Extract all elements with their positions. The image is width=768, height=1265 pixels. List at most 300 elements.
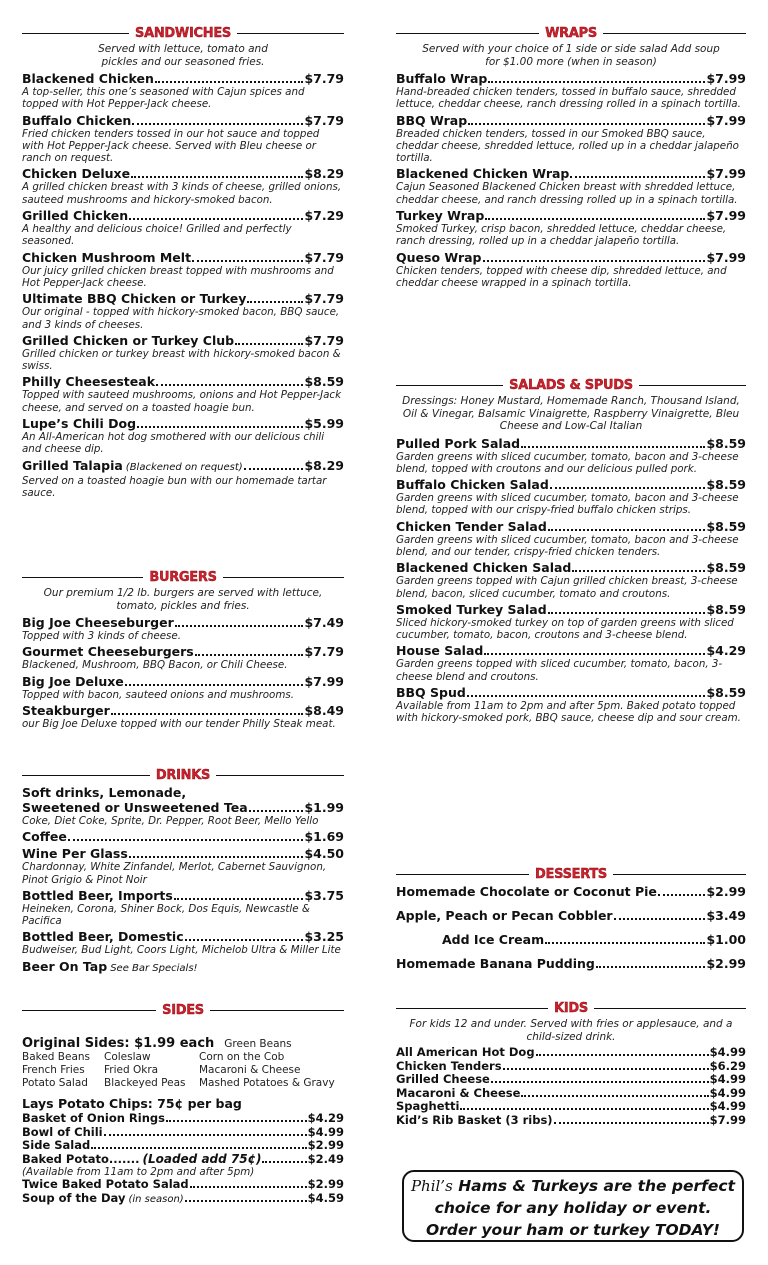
item-row	[396, 71, 746, 86]
item-name: Add Ice Cream	[442, 932, 545, 947]
dotted-leader	[521, 1095, 708, 1097]
item-row	[396, 519, 746, 534]
menu-item	[22, 1153, 344, 1179]
item-price: $7.99	[706, 249, 746, 265]
dotted-leader	[249, 810, 304, 812]
dotted-leader	[192, 260, 303, 262]
item-row	[22, 333, 344, 348]
item-price: $7.79	[304, 249, 344, 265]
menu-item	[396, 1100, 746, 1114]
item-price: $4.50	[304, 846, 344, 862]
menu-item	[22, 1192, 344, 1207]
section-intro: Served with lettuce, tomato and pickles and our seasoned fries.	[98, 43, 268, 68]
item-description: Garden greens with sliced cucumber, tomato, bacon and 3-cheese blend, topped with our crispy-fried buffalo chicken strips.	[396, 492, 739, 517]
item-price: $7.79	[304, 71, 344, 86]
item-name: Blackened Chicken	[22, 71, 154, 86]
original-sides-list	[22, 1051, 344, 1090]
section-burgers	[22, 569, 344, 732]
item-name: Grilled Cheese	[396, 1072, 490, 1086]
item-price: $2.99	[706, 884, 746, 899]
item-description: our Big Joe Deluxe topped with our tender Philly Steak meat.	[22, 717, 336, 730]
original-sides-label: Original Sides: $1.99 each	[22, 1036, 215, 1051]
item-name: Chicken Tenders	[396, 1058, 502, 1073]
section-sandwiches	[22, 25, 344, 501]
item-row	[396, 560, 746, 575]
menu-item	[396, 519, 746, 559]
dotted-leader	[137, 426, 303, 428]
item-description: A top-seller, this one’s seasoned with Cajun spices and topped with Hot Pepper-Jack cheese.	[22, 86, 305, 111]
item-description: Smoked Turkey, crisp bacon, shredded lettuce, cheddar cheese, ranch dressing, rolled up in a cheddar jalapeño tortilla.	[396, 223, 727, 248]
item-price: $2.99	[307, 1138, 344, 1152]
menu-item	[396, 1046, 746, 1060]
item-name: Philly Cheesesteak	[22, 374, 156, 390]
menu-item	[22, 458, 344, 500]
divider-line	[22, 33, 129, 34]
item-row	[22, 1153, 344, 1167]
item-name: Pulled Pork Salad	[396, 435, 521, 451]
item-name: Smoked Turkey Salad	[396, 601, 547, 617]
section-header	[396, 377, 746, 393]
item-row	[22, 166, 344, 181]
menu-item	[22, 888, 344, 928]
item-row	[22, 1192, 344, 1207]
section-title: SALADS & SPUDS	[509, 377, 633, 393]
promo-brand: Phil’s	[410, 1177, 453, 1195]
dotted-leader	[503, 1068, 709, 1070]
item-row	[396, 436, 746, 451]
dotted-leader	[614, 918, 706, 920]
item-name: Kid’s Rib Basket (3 ribs)	[396, 1112, 553, 1127]
dotted-leader	[488, 81, 705, 83]
item-row	[22, 1112, 344, 1126]
item-row	[22, 800, 344, 815]
item-name: Buffalo Chicken Salad	[396, 477, 549, 493]
section-title: SIDES	[162, 1002, 204, 1018]
menu-item	[396, 932, 746, 947]
side-option: Corn on the Cob	[199, 1051, 285, 1063]
menu-item	[22, 113, 344, 165]
left-column	[22, 0, 344, 1265]
section-drinks	[22, 767, 344, 978]
item-price: $8.59	[706, 601, 746, 617]
dotted-leader	[460, 1108, 708, 1110]
menu-item	[22, 250, 344, 290]
menu-item	[396, 1087, 746, 1101]
item-price: $7.79	[304, 112, 344, 128]
item-price: $2.99	[706, 956, 746, 971]
menu-item	[396, 643, 746, 683]
item-price: $3.49	[706, 908, 746, 923]
item-name-prefix: Soft drinks, Lemonade,	[22, 785, 187, 800]
item-name: BBQ Spud	[396, 685, 466, 701]
item-description: A grilled chicken breast with 3 kinds of cheese, grilled onions, sauteed mushrooms and hickory-smoked bacon.	[22, 181, 342, 206]
item-description: Chardonnay, White Zinfandel, Merlot, Cabernet Sauvignon, Pinot Grigio & Pinot Noir	[22, 861, 327, 886]
section-title: DRINKS	[155, 767, 211, 783]
item-name: All American Hot Dog	[396, 1045, 535, 1059]
item-price: $6.29	[709, 1058, 746, 1073]
item-price: $3.75	[304, 887, 344, 903]
section-header	[396, 1000, 746, 1016]
item-description: Coke, Diet Coke, Sprite, Dr. Pepper, Root Beer, Mello Yello	[22, 815, 319, 827]
section-header	[22, 569, 344, 585]
section-kids	[396, 1000, 746, 1127]
dotted-leader	[658, 894, 706, 896]
item-description: Garden greens topped with sliced cucumber, tomato, bacon, 3-cheese blend and croutons.	[396, 658, 723, 683]
item-price: $8.29	[304, 166, 344, 182]
item-name: Soup of the Day	[22, 1190, 126, 1205]
menu-item	[22, 1139, 344, 1153]
item-price: $1.00	[706, 932, 746, 947]
item-price: $8.49	[304, 702, 344, 718]
dotted-leader	[244, 468, 304, 470]
menu-item	[396, 166, 746, 206]
item-name: Chicken Mushroom Melt	[22, 249, 192, 265]
item-price: $3.25	[304, 929, 344, 945]
item-note: (Loaded add 75¢)	[142, 1151, 262, 1166]
item-name: Big Joe Deluxe	[22, 673, 124, 689]
section-salads	[396, 377, 746, 727]
item-row	[22, 291, 344, 306]
item-name: Buffalo Chicken	[22, 112, 132, 128]
item-row	[22, 416, 344, 431]
item-name: Coffee	[22, 829, 67, 845]
item-name: Baked Potato.......	[22, 1151, 140, 1166]
dotted-leader	[554, 1122, 709, 1124]
dotted-leader	[262, 1161, 306, 1163]
section-title: KIDS	[554, 1000, 588, 1016]
chips-label: Lays Potato Chips: 75¢ per bag	[22, 1096, 242, 1111]
menu-item	[396, 71, 746, 111]
dotted-leader	[175, 625, 304, 627]
side-option: Baked Beans	[22, 1051, 91, 1063]
divider-line	[594, 1008, 746, 1009]
item-name: Grilled Chicken	[22, 208, 129, 224]
original-sides-header	[22, 1036, 344, 1051]
divider-line	[396, 1008, 548, 1009]
menu-item	[22, 1126, 344, 1140]
item-price: $4.29	[706, 643, 746, 659]
item-description: Topped with 3 kinds of cheese.	[22, 630, 182, 642]
menu-item	[396, 436, 746, 476]
item-description: An All-American hot dog smothered with our delicious chili and cheese dip.	[22, 431, 325, 456]
item-price: $2.49	[307, 1151, 344, 1166]
item-price: $7.99	[706, 71, 746, 86]
item-name: Basket of Onion Rings	[22, 1111, 165, 1125]
dotted-leader	[550, 487, 706, 489]
item-name: Grilled Chicken or Turkey Club	[22, 332, 235, 348]
item-row	[396, 602, 746, 617]
item-name: Chicken Tender Salad	[396, 518, 547, 534]
section-wraps	[396, 25, 746, 291]
item-price: $8.59	[706, 685, 746, 701]
item-row	[396, 166, 746, 181]
dotted-leader	[468, 123, 705, 125]
divider-line	[237, 33, 344, 34]
item-description: Blackened, Mushroom, BBQ Bacon, or Chili Cheese.	[22, 659, 288, 672]
section-title: BURGERS	[149, 569, 217, 585]
item-row	[22, 1178, 344, 1192]
item-name: Macaroni & Cheese	[396, 1085, 521, 1100]
dotted-leader	[185, 939, 304, 941]
dotted-leader	[536, 1054, 709, 1056]
section-title: WRAPS	[545, 25, 597, 41]
menu-item	[22, 829, 344, 844]
item-row	[396, 956, 746, 971]
dotted-leader	[484, 653, 705, 655]
item-row	[396, 477, 746, 492]
menu-item	[22, 333, 344, 373]
dotted-leader	[596, 966, 706, 968]
item-row	[22, 829, 344, 844]
item-note: (Blackened on request)	[125, 461, 243, 473]
item-name: Queso Wrap	[396, 249, 482, 265]
dotted-leader	[104, 1134, 307, 1136]
menu-item	[396, 602, 746, 642]
item-price: $8.59	[706, 518, 746, 534]
dotted-leader	[125, 684, 304, 686]
item-price: $7.99	[709, 1112, 746, 1127]
dotted-leader	[467, 695, 706, 697]
item-description: Sliced hickory-smoked turkey on top of garden greens with sliced cucumber, tomato, bacon, croutons and 3-cheese blend.	[396, 616, 734, 642]
side-option: Blackeyed Peas	[104, 1077, 186, 1089]
item-row	[396, 1100, 746, 1114]
item-price: $7.49	[304, 615, 344, 630]
item-name: Beer On Tap	[22, 958, 108, 974]
dotted-leader	[174, 898, 304, 900]
item-row	[22, 374, 344, 389]
item-row	[396, 113, 746, 128]
divider-line	[22, 577, 143, 578]
item-price: $4.99	[709, 1085, 746, 1100]
promo-line-3: Order your ham or turkey TODAY!	[425, 1221, 720, 1239]
item-description: Our original - topped with hickory-smoked bacon, BBQ sauce, and 3 kinds of cheeses.	[22, 306, 340, 331]
item-name: Bowl of Chili	[22, 1124, 103, 1139]
menu-item	[396, 1114, 746, 1128]
item-name: Bottled Beer, Domestic	[22, 929, 184, 945]
dotted-leader	[247, 301, 303, 303]
item-description: Garden greens topped with Cajun grilled chicken breast, 3-cheese blend, bacon, sliced cucumber, tomato and croutons.	[396, 575, 738, 600]
item-price: $4.99	[709, 1072, 746, 1086]
promo-line-1: Hams & Turkeys are the perfect	[458, 1177, 736, 1195]
menu-item	[22, 71, 344, 111]
item-price: $8.59	[706, 477, 746, 493]
dotted-leader	[129, 856, 304, 858]
item-row	[22, 703, 344, 718]
item-price: $4.99	[709, 1099, 746, 1113]
item-row	[396, 1087, 746, 1101]
dotted-leader	[190, 1186, 307, 1188]
item-row	[22, 929, 344, 944]
item-description: Cajun Seasoned Blackened Chicken breast with shredded lettuce, cheddar cheese, and ranch dressing rolled up in a spinach tortilla.	[396, 181, 738, 206]
menu-item	[22, 703, 344, 730]
dotted-leader	[483, 260, 706, 262]
item-name: BBQ Wrap	[396, 112, 468, 128]
item-description: Hand-breaded chicken tenders, tossed in buffalo sauce, shredded lettuce, cheddar cheese, ranch dressing rolled in a spinach tortilla.	[396, 86, 741, 111]
menu-item	[22, 785, 344, 827]
dotted-leader	[185, 1200, 307, 1202]
divider-line	[396, 385, 503, 386]
item-row	[396, 643, 746, 658]
item-name: Homemade Banana Pudding	[396, 956, 595, 971]
item-name: Twice Baked Potato Salad	[22, 1177, 189, 1192]
menu-item	[22, 208, 344, 248]
side-green-beans: Green Beans	[224, 1038, 292, 1050]
item-name: Lupe’s Chili Dog	[22, 416, 137, 432]
item-description: (Available from 11am to 2pm and after 5pm)	[22, 1166, 255, 1178]
menu-item	[22, 644, 344, 671]
menu-item	[22, 1112, 344, 1126]
right-column	[396, 0, 746, 1265]
item-row	[396, 1046, 746, 1060]
side-option: Macaroni & Cheese	[199, 1064, 301, 1076]
item-price: $7.79	[304, 291, 344, 307]
dotted-leader	[235, 343, 303, 345]
dotted-leader	[155, 81, 304, 83]
item-description: Grilled chicken or turkey breast with hickory-smoked bacon & swiss.	[22, 347, 341, 373]
divider-line	[396, 33, 539, 34]
item-name: Turkey Wrap	[396, 208, 485, 224]
item-name: Apple, Peach or Pecan Cobbler	[396, 908, 613, 923]
item-description: Heineken, Corona, Shiner Bock, Dos Equis, Newcastle & Pacifica	[22, 902, 310, 928]
menu-item	[396, 208, 746, 248]
side-option: Fried Okra	[104, 1064, 159, 1076]
item-name: Chicken Deluxe	[22, 166, 131, 182]
item-price: $8.59	[706, 560, 746, 576]
item-price: $8.59	[304, 374, 344, 390]
item-price: $7.99	[706, 112, 746, 128]
item-note: See Bar Specials!	[110, 962, 198, 974]
item-name: Wine Per Glass	[22, 846, 128, 862]
dotted-leader	[132, 123, 303, 125]
dotted-leader	[111, 713, 304, 715]
item-description: Breaded chicken tenders, tossed in our Smoked BBQ sauce, cheddar cheese, shredded lettuce, rolled up in a cheddar jalapeño tortilla.	[396, 127, 739, 165]
side-option: Mashed Potatoes & Gravy	[199, 1077, 335, 1089]
menu-item	[396, 1060, 746, 1074]
dotted-leader	[91, 1147, 306, 1149]
item-row	[22, 1126, 344, 1140]
menu-item	[22, 416, 344, 456]
item-row	[396, 908, 746, 923]
menu-item	[396, 113, 746, 165]
item-description: Topped with bacon, sauteed onions and mushrooms.	[22, 688, 294, 701]
item-name: Homemade Chocolate or Coconut Pie	[396, 884, 657, 899]
menu-item	[22, 846, 344, 886]
section-intro: For kids 12 and under. Served with fries or applesauce, and a child-sized drink.	[409, 1018, 733, 1043]
divider-line	[223, 577, 344, 578]
divider-line	[22, 775, 150, 776]
item-price: $4.99	[709, 1045, 746, 1059]
section-desserts	[396, 866, 746, 980]
item-row	[396, 1073, 746, 1087]
section-header	[22, 767, 344, 783]
dotted-leader	[491, 1081, 709, 1083]
menu-item	[396, 1073, 746, 1087]
dotted-leader	[548, 612, 706, 614]
item-price: $7.29	[304, 208, 344, 224]
menu-item	[22, 1178, 344, 1192]
item-price: $4.99	[307, 1124, 344, 1139]
dotted-leader	[572, 570, 705, 572]
item-description: Garden greens with sliced cucumber, tomato, bacon and 3-cheese blend, and our tender, crispy-fried chicken tenders.	[396, 533, 739, 558]
item-price: $2.99	[307, 1177, 344, 1192]
item-row	[22, 113, 344, 128]
side-option: Coleslaw	[104, 1051, 151, 1063]
item-row	[396, 685, 746, 700]
item-price: $4.29	[307, 1111, 344, 1125]
item-price: $7.79	[304, 332, 344, 348]
menu-item	[396, 250, 746, 290]
menu-item	[22, 615, 344, 642]
item-row	[396, 884, 746, 899]
side-option: Potato Salad	[22, 1077, 88, 1089]
divider-line	[639, 385, 746, 386]
item-row	[22, 888, 344, 903]
sides-items	[22, 1112, 344, 1206]
item-row	[22, 458, 344, 475]
menu-item	[22, 674, 344, 701]
dotted-leader	[548, 529, 706, 531]
item-note: (in season)	[128, 1193, 184, 1205]
section-intro: Dressings: Honey Mustard, Homemade Ranch, Thousand Island, Oil & Vinegar, Balsamic Vinaigrette, Raspberry Vinaigrette, Bleu Cheese and Low-Cal Italian	[402, 395, 740, 432]
section-header	[22, 1002, 344, 1018]
section-header	[396, 866, 746, 882]
section-header	[396, 25, 746, 41]
item-name: Buffalo Wrap	[396, 71, 488, 86]
menu-item	[22, 291, 344, 331]
side-option: French Fries	[22, 1064, 85, 1076]
section-title: DESSERTS	[535, 866, 607, 882]
menu-item	[22, 374, 344, 414]
item-row	[22, 644, 344, 659]
item-description: Budweiser, Bud Light, Coors Light, Michelob Ultra & Miller Lite	[22, 944, 341, 957]
item-row	[22, 674, 344, 689]
dotted-leader	[195, 654, 304, 656]
item-name: Big Joe Cheeseburger	[22, 615, 174, 630]
menu-item	[396, 956, 746, 971]
item-name: Steakburger	[22, 702, 110, 718]
item-price: $7.99	[706, 166, 746, 182]
dotted-leader	[131, 176, 303, 178]
item-name: Blackened Chicken Salad	[396, 560, 572, 576]
item-price: $8.59	[706, 435, 746, 451]
item-price: $7.99	[304, 673, 344, 689]
menu-item	[396, 908, 746, 923]
item-description: A healthy and delicious choice! Grilled and perfectly seasoned.	[22, 223, 292, 248]
menu-item	[396, 560, 746, 600]
item-row	[22, 615, 344, 630]
menu-item	[396, 884, 746, 899]
divider-line	[603, 33, 746, 34]
item-row	[396, 250, 746, 265]
menu-item	[22, 166, 344, 206]
item-price: $8.29	[304, 457, 344, 473]
dotted-leader	[68, 839, 304, 841]
menu-item	[396, 477, 746, 517]
item-row	[22, 250, 344, 265]
divider-line	[613, 874, 746, 875]
item-description: Our juicy grilled chicken breast topped with mushrooms and Hot Pepper-Jack cheese.	[22, 264, 334, 289]
item-row	[22, 1139, 344, 1153]
section-intro: Our premium 1/2 lb. burgers are served with lettuce, tomato, pickles and fries.	[43, 587, 323, 612]
item-price: $1.69	[304, 829, 344, 845]
dotted-leader	[570, 176, 705, 178]
item-price: $7.79	[304, 644, 344, 660]
item-name: Sweetened or Unsweetened Tea	[22, 800, 248, 815]
item-row	[22, 208, 344, 223]
item-name: Ultimate BBQ Chicken or Turkey	[22, 291, 247, 307]
dotted-leader	[166, 1120, 307, 1122]
item-description: Garden greens with sliced cucumber, tomato, bacon and 3-cheese blend, topped with croutons and our delicious pulled pork.	[396, 450, 739, 475]
